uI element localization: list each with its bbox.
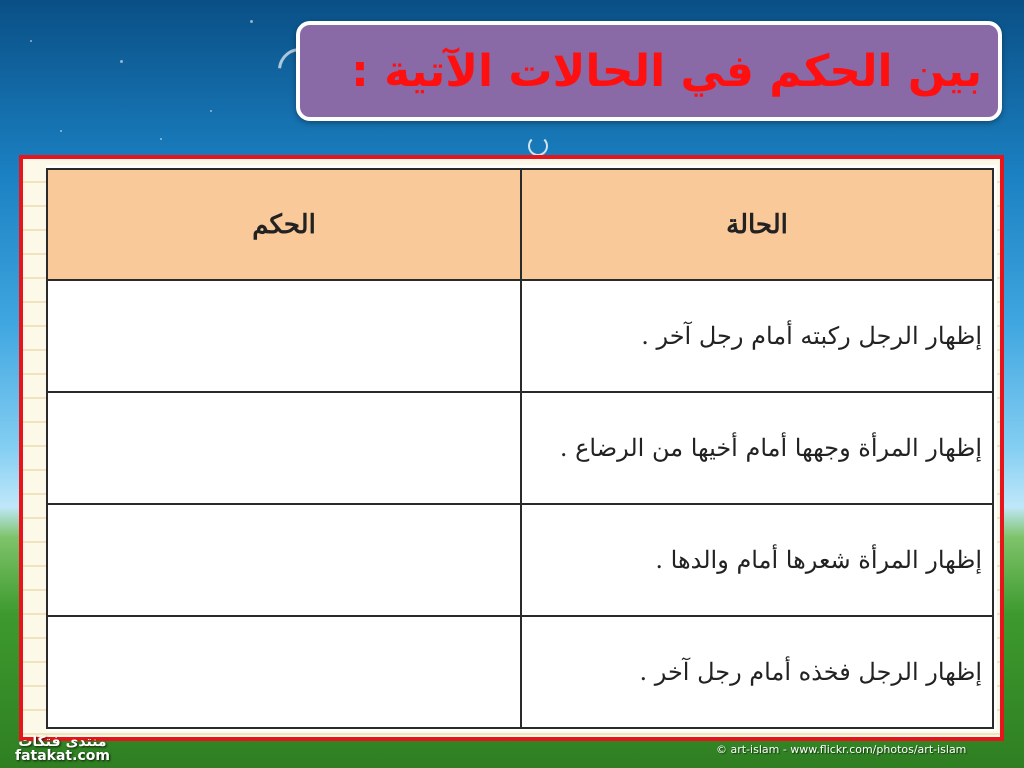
ruling-cell — [47, 392, 521, 504]
header-case: الحالة — [521, 169, 993, 280]
table-row — [47, 392, 993, 504]
photo-credit: © art-islam - www.flickr.com/photos/art-islam — [716, 743, 967, 756]
case-cell: إظهار المرأة شعرها أمام والدها . — [521, 504, 993, 616]
cases-table — [46, 168, 994, 729]
title-banner — [296, 21, 1002, 121]
case-cell: إظهار المرأة وجهها أمام أخيها من الرضاع . — [521, 392, 993, 504]
table-row — [47, 280, 993, 392]
watermark-site: fatakat.com — [15, 748, 110, 764]
slide-title: بين الحكم في الحالات الآتية : — [351, 45, 982, 97]
sparkle-decoration — [160, 138, 162, 140]
watermark-arabic: منتدى فتكات — [18, 734, 107, 750]
sparkle-decoration — [120, 60, 123, 63]
header-ruling: الحكم — [47, 169, 521, 280]
site-watermark — [15, 735, 110, 763]
ruling-cell — [47, 616, 521, 728]
sparkle-decoration — [30, 40, 32, 42]
sparkle-decoration — [60, 130, 62, 132]
table-header-row — [47, 169, 993, 280]
sparkle-decoration — [250, 20, 253, 23]
ruling-cell — [47, 280, 521, 392]
table-frame — [19, 155, 1004, 741]
table-row — [47, 616, 993, 728]
table-paper — [46, 165, 997, 731]
case-cell: إظهار الرجل فخذه أمام رجل آخر . — [521, 616, 993, 728]
sparkle-decoration — [210, 110, 212, 112]
table-row — [47, 504, 993, 616]
ruling-cell — [47, 504, 521, 616]
case-cell: إظهار الرجل ركبته أمام رجل آخر . — [521, 280, 993, 392]
crescent-moon-icon — [528, 136, 548, 156]
